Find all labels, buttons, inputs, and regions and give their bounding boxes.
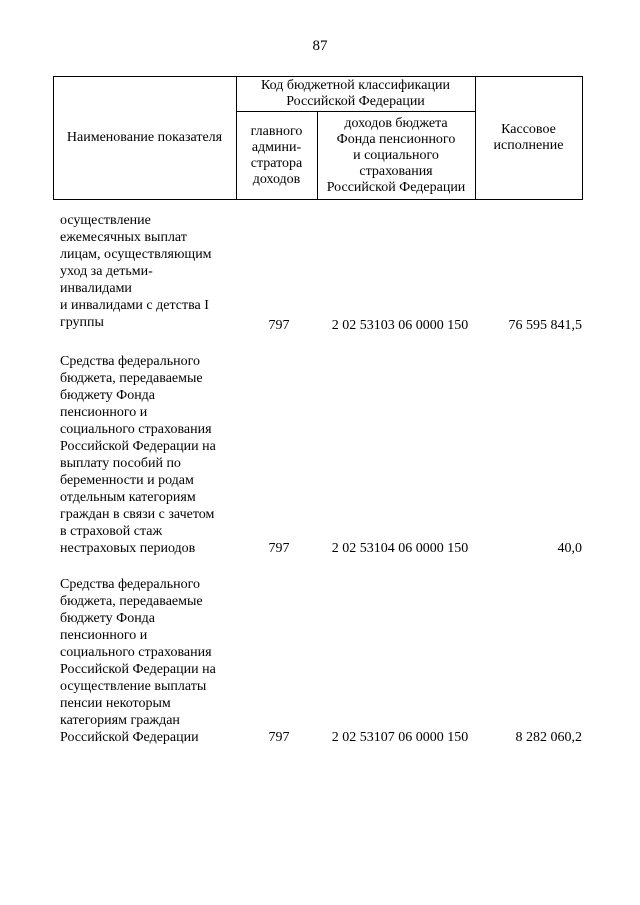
table-row-name: Средства федерального бюджета, передаваемые бюджету Фонда пенсионного и социального страхования Российской Федерации на осуществление выплаты пенсии некоторым категориям граждан Российской Федерации bbox=[60, 577, 216, 745]
header-name-column: Наименование показателя bbox=[66, 130, 223, 145]
table-row-code: 2 02 53104 06 0000 150 bbox=[331, 541, 469, 556]
header-admin-column: главного админи- стратора доходов bbox=[250, 123, 303, 187]
table-row-admin: 797 bbox=[268, 730, 290, 745]
table-row-code: 2 02 53103 06 0000 150 bbox=[331, 318, 469, 333]
table-row-admin: 797 bbox=[268, 541, 290, 556]
table-row-name: Средства федерального бюджета, передаваемые бюджету Фонда пенсионного и социального страхования Российской Федерации на выплату пособий по беременности и родам отдельным категориям граждан в связи с зачетом в страховой стаж нестраховых периодов bbox=[60, 354, 216, 556]
table-row-amount: 76 595 841,5 bbox=[508, 318, 582, 333]
header-income-column: доходов бюджета Фонда пенсионного и социального страхования Российской Федерации bbox=[326, 115, 466, 195]
header-execution-column: Кассовое исполнение bbox=[493, 122, 564, 153]
table-row-code: 2 02 53107 06 0000 150 bbox=[331, 730, 469, 745]
table-row-amount: 40,0 bbox=[557, 541, 582, 556]
header-budget-classification: Код бюджетной классификации Российской Федерации bbox=[261, 77, 450, 109]
table-row-amount: 8 282 060,2 bbox=[515, 730, 582, 745]
page-number: 87 bbox=[312, 38, 328, 54]
table-row-admin: 797 bbox=[268, 318, 290, 333]
table-row-name: осуществление ежемесячных выплат лицам, осуществляющим уход за детьми- инвалидами и инвалидами с детства I группы bbox=[60, 213, 212, 330]
